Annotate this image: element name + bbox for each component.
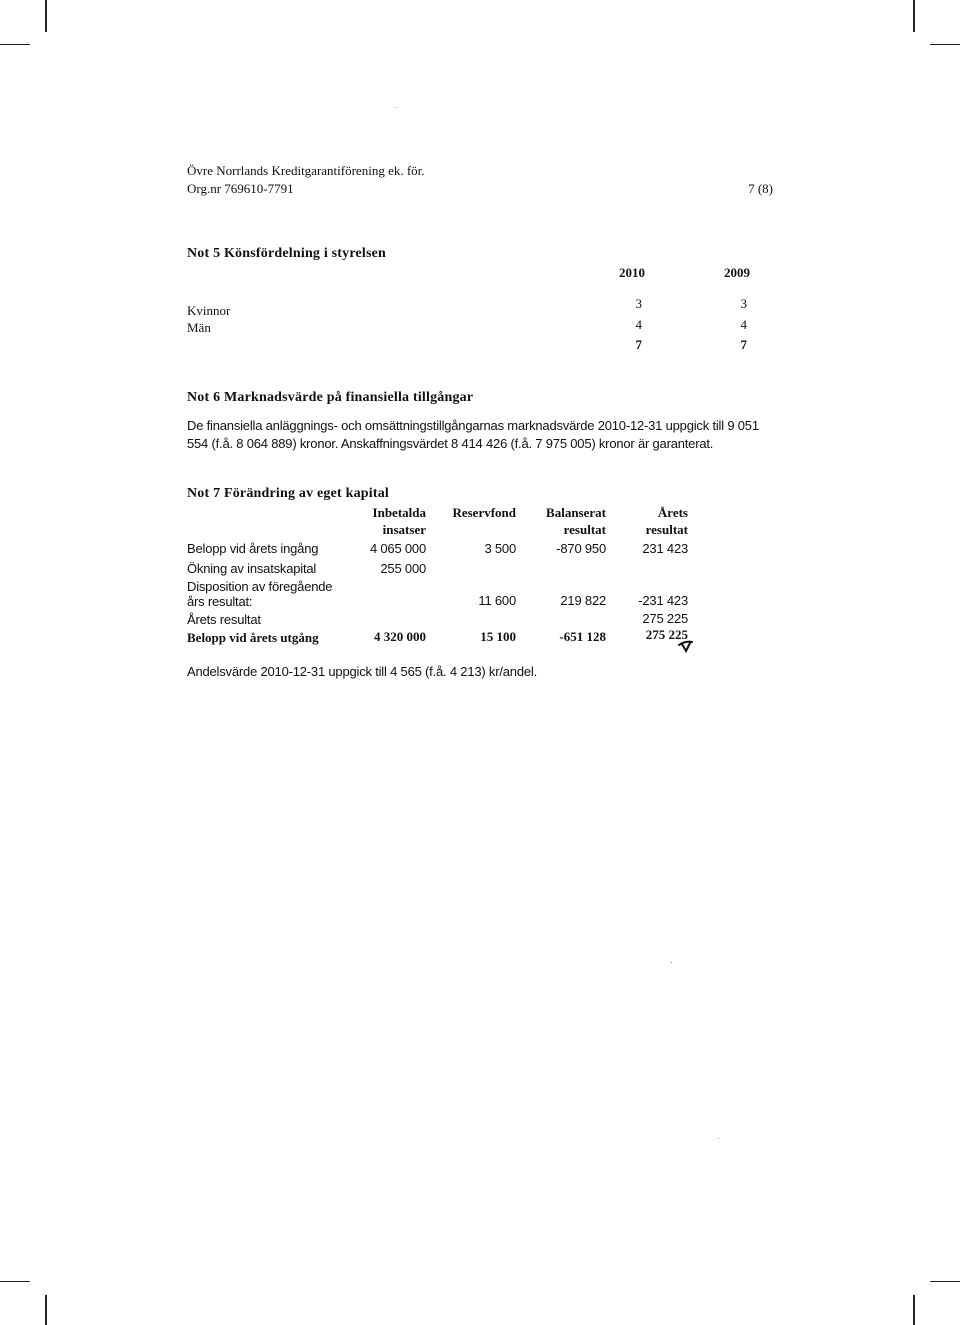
note7-title: Not 7 Förändring av eget kapital	[187, 486, 390, 501]
note7-cell: 219 822	[560, 593, 606, 608]
note7-cell: -231 423	[638, 593, 688, 608]
scan-speck	[671, 962, 672, 963]
note5-year-2009: 2009	[724, 265, 750, 280]
note5-row-label: Män	[187, 320, 211, 335]
crop-mark-bottom-left-horizontal	[0, 1281, 30, 1282]
note7-cell: 11 600	[478, 593, 516, 608]
note7-cell: 255 000	[380, 561, 426, 576]
note5-total-2010: 7	[635, 337, 642, 352]
note7-row-label: Belopp vid årets ingång	[187, 541, 319, 556]
note7-total-cell: -651 128	[559, 629, 606, 644]
note7-col-header-line2: resultat	[645, 522, 688, 537]
crop-mark-bottom-left-vertical	[45, 1295, 47, 1325]
note7-row-label: Ökning av insatskapital	[187, 561, 317, 576]
note7-row-label-cont: års resultat:	[187, 594, 253, 609]
crop-mark-bottom-right-horizontal	[930, 1281, 960, 1282]
note7-col-header-line1: Årets	[657, 505, 688, 520]
note7-cell: 275 225	[642, 611, 688, 626]
note5-row-label: Kvinnor	[187, 303, 231, 318]
note5-total-2009: 7	[740, 337, 747, 352]
note7-total-cell: 275 225	[645, 627, 688, 642]
note5-value-2010: 3	[635, 296, 642, 311]
note7-cell: 4 065 000	[369, 541, 426, 556]
note7-col-header-line1: Balanserat	[546, 505, 606, 520]
note5-value-2009: 4	[740, 317, 747, 332]
scan-speck	[718, 1138, 719, 1139]
note7-row-label: Årets resultat	[187, 612, 261, 627]
organization-name: Övre Norrlands Kreditgarantiförening ek. för.	[187, 163, 425, 178]
note7-row-label: Disposition av föregående	[187, 579, 333, 594]
page-number: 7 (8)	[748, 181, 773, 196]
crop-mark-top-right-horizontal	[930, 44, 960, 45]
note7-total-cell: 4 320 000	[374, 629, 426, 644]
note5-value-2009: 3	[740, 296, 747, 311]
note7-col-header-line1: Reservfond	[452, 505, 516, 520]
crop-mark-top-right-vertical	[913, 0, 915, 32]
handwritten-check-mark	[677, 639, 695, 653]
crop-mark-bottom-right-vertical	[913, 1295, 915, 1325]
organization-number: Org.nr 769610-7791	[187, 181, 294, 196]
note7-cell: -870 950	[556, 541, 606, 556]
note7-cell: 231 423	[642, 541, 688, 556]
crop-mark-top-left-horizontal	[0, 44, 30, 45]
note7-total-label: Belopp vid årets utgång	[187, 630, 319, 645]
note7-footnote: Andelsvärde 2010-12-31 uppgick till 4 565 (f.å. 4 213) kr/andel.	[187, 664, 537, 679]
note7-cell: 3 500	[484, 541, 516, 556]
note7-col-header-line2: resultat	[563, 522, 606, 537]
note6-text-line2: 554 (f.å. 8 064 889) kronor. Anskaffningsvärdet 8 414 426 (f.å. 7 975 005) kronor är garanterat.	[187, 436, 714, 451]
note6-text-line1: De finansiella anläggnings- och omsättningstillgångarnas marknadsvärde 2010-12-31 uppgick till 9 051	[187, 418, 759, 433]
note7-col-header-line2: insatser	[382, 522, 426, 537]
crop-mark-top-left-vertical	[45, 0, 47, 32]
note5-year-2010: 2010	[619, 265, 645, 280]
note7-col-header-line1: Inbetalda	[372, 505, 426, 520]
note7-total-cell: 15 100	[480, 629, 516, 644]
scan-speck	[395, 107, 396, 108]
note5-title: Not 5 Könsfördelning i styrelsen	[187, 246, 387, 261]
note5-value-2010: 4	[635, 317, 642, 332]
note6-title: Not 6 Marknadsvärde på finansiella tillgångar	[187, 390, 474, 405]
